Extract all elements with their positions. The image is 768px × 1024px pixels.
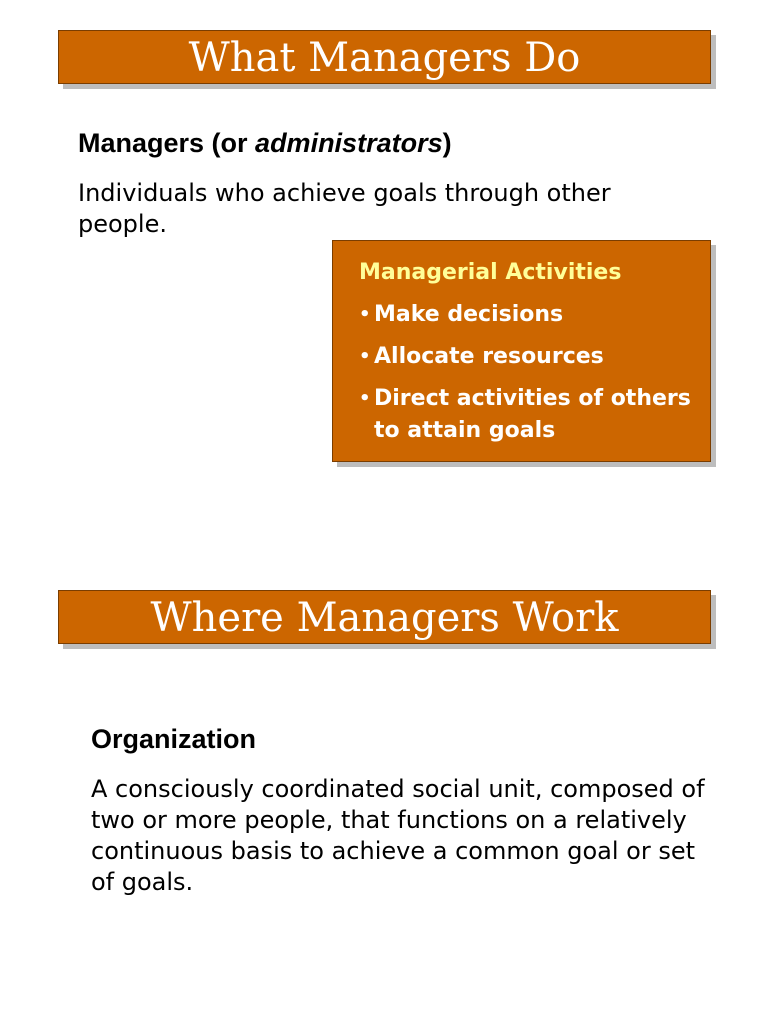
- organization-heading: Organization: [91, 724, 257, 754]
- list-item-text: Make decisions: [374, 302, 564, 327]
- title-text: What Managers Do: [188, 35, 581, 81]
- list-item-text: Direct activities of others to attain goals: [374, 386, 691, 443]
- organization-definition: A consciously coordinated social unit, composed of two or more people, that functions on a relatively continuous basis to achieve a common goal or set of goals.: [91, 775, 705, 896]
- bullet-icon: •: [359, 304, 371, 325]
- activities-box-title: Managerial Activities: [359, 260, 622, 285]
- heading-suffix: ): [442, 128, 452, 158]
- slide-title-what-managers-do: [58, 30, 711, 84]
- managers-definition: Individuals who achieve goals through other people.: [78, 179, 611, 238]
- heading-italic: administrators: [255, 128, 443, 158]
- managers-heading: [78, 128, 452, 159]
- list-item: [359, 341, 692, 373]
- heading-prefix: Managers (or: [78, 128, 256, 158]
- list-item: [359, 299, 692, 331]
- list-item-text: Allocate resources: [374, 344, 604, 369]
- title-text: Where Managers Work: [150, 595, 619, 641]
- slide-title-where-managers-work: [58, 590, 711, 644]
- list-item: [359, 383, 692, 447]
- activities-list: [359, 299, 692, 447]
- bullet-icon: •: [359, 346, 371, 367]
- bullet-icon: •: [359, 388, 371, 409]
- managerial-activities-box: [332, 240, 711, 462]
